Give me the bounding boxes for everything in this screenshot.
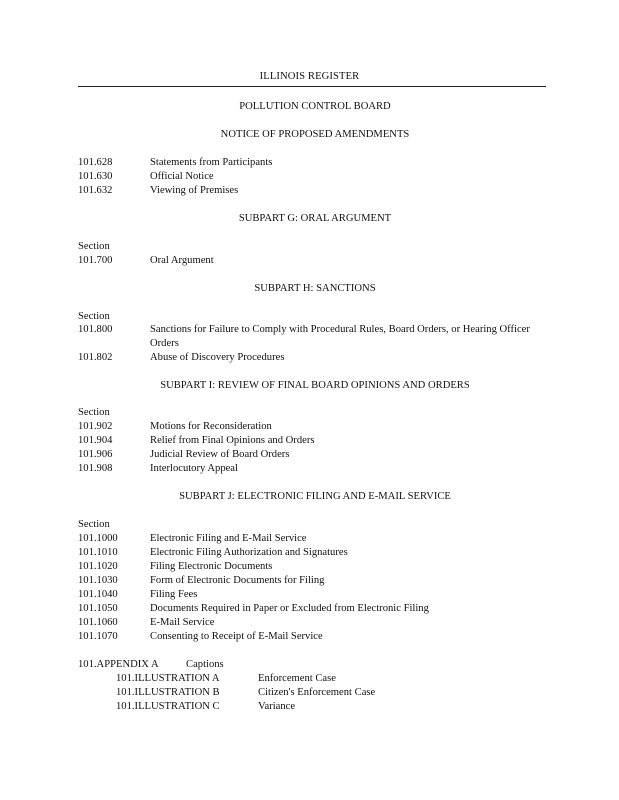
illustration-number: 101.ILLUSTRATION C xyxy=(116,701,220,712)
section-number: 101.1020 xyxy=(78,561,118,572)
section-title: Motions for Reconsideration xyxy=(150,421,272,432)
section-number: 101.902 xyxy=(78,421,113,432)
section-number: 101.1050 xyxy=(78,603,118,614)
section-title: Documents Required in Paper or Excluded from Electronic Filing xyxy=(150,603,429,614)
illustration-title: Citizen's Enforcement Case xyxy=(258,687,376,698)
section-number: 101.908 xyxy=(78,463,113,474)
section-title: Form of Electronic Documents for Filing xyxy=(150,575,325,586)
section-title: Filing Electronic Documents xyxy=(150,561,273,572)
header-rule xyxy=(78,86,546,87)
section-number: 101.800 xyxy=(78,324,113,335)
section-title: E-Mail Service xyxy=(150,617,215,628)
register-title: ILLINOIS REGISTER xyxy=(259,71,360,82)
illustration-title: Variance xyxy=(258,701,296,712)
section-title: Judicial Review of Board Orders xyxy=(150,449,290,460)
subpart-i-heading: SUBPART I: REVIEW OF FINAL BOARD OPINIONS AND ORDERS xyxy=(160,380,470,391)
subpart-j-heading: SUBPART J: ELECTRONIC FILING AND E-MAIL SERVICE xyxy=(179,491,451,502)
agency-heading: POLLUTION CONTROL BOARD xyxy=(239,101,391,112)
section-number: 101.1060 xyxy=(78,617,118,628)
document-page: ILLINOIS REGISTER POLLUTION CONTROL BOARD NOTICE OF PROPOSED AMENDMENTS 101.628 Statements from Participants 101.630 Official Notice 101.632 Viewing of Premises SUBPART G: ORAL ARGUMENT Section 101.700 Oral Argument SUBPART H: SANCTIONS Section 101.800 Sanctions for Failure to Comply with Procedural Rules, Board Orders, or Hearing Officer Orders 101.802 Abuse of Discovery Procedures SUBPART I: REVIEW OF FINAL BOARD OPINIONS AND ORDERS Section 101.902 Motions for Reconsideration 101.904 Relief from Final Opinions and Orders 101.906 Judicial Review of Board Orders 101.908 Interlocutory Appeal SUBPART J: ELECTRONIC FILING AND E-MAIL SERVICE Section 101.1000 Electronic Filing and E-Mail Service 101.1010 Electronic Filing Authorization and Signatures 101.1020 Filing Electronic Documents 101.1030 Form of Electronic Documents for Filing 101.1040 Filing Fees 101.1050 Documents Required in Paper or Excluded from Electronic Filing 101.1060 E-Mail Service 101.1070 Consenting to Receipt of E-Mail Service 101.APPENDIX A Captions 101.ILLUSTRATION A Enforcement Case 101.ILLUSTRATION B Citizen's Enforcement Case 101.ILLUSTRATION C Variance xyxy=(0,0,619,800)
section-title: Oral Argument xyxy=(150,255,214,266)
section-title: Filing Fees xyxy=(150,589,198,600)
section-title: Abuse of Discovery Procedures xyxy=(150,352,285,363)
section-title: Statements from Participants xyxy=(150,157,273,168)
section-title: Viewing of Premises xyxy=(150,185,239,196)
section-number: 101.1000 xyxy=(78,533,118,544)
section-number: 101.906 xyxy=(78,449,113,460)
section-number: 101.628 xyxy=(78,157,113,168)
section-number: 101.1040 xyxy=(78,589,118,600)
section-number: 101.630 xyxy=(78,171,113,182)
illustration-title: Enforcement Case xyxy=(258,673,336,684)
section-title: Interlocutory Appeal xyxy=(150,463,238,474)
notice-heading: NOTICE OF PROPOSED AMENDMENTS xyxy=(220,129,410,140)
section-number: 101.802 xyxy=(78,352,113,363)
section-number: 101.1030 xyxy=(78,575,118,586)
section-number: 101.632 xyxy=(78,185,113,196)
section-title: Electronic Filing Authorization and Signatures xyxy=(150,547,348,558)
section-number: 101.1070 xyxy=(78,631,118,642)
section-title: Relief from Final Opinions and Orders xyxy=(150,435,315,446)
section-number: 101.1010 xyxy=(78,547,118,558)
section-number: 101.904 xyxy=(78,435,113,446)
subpart-h-heading: SUBPART H: SANCTIONS xyxy=(254,283,376,294)
appendix-label: 101.APPENDIX A xyxy=(78,659,159,670)
illustration-number: 101.ILLUSTRATION A xyxy=(116,673,220,684)
subpart-g-heading: SUBPART G: ORAL ARGUMENT xyxy=(238,213,392,224)
section-title: Sanctions for Failure to Comply with Procedural Rules, Board Orders, or Hearing Officer Orders xyxy=(150,324,530,349)
section-number: 101.700 xyxy=(78,255,113,266)
section-title: Consenting to Receipt of E-Mail Service xyxy=(150,631,323,642)
appendix-caption: Captions xyxy=(186,659,224,670)
section-title: Electronic Filing and E-Mail Service xyxy=(150,533,307,544)
section-title: Official Notice xyxy=(150,171,214,182)
illustration-number: 101.ILLUSTRATION B xyxy=(116,687,220,698)
